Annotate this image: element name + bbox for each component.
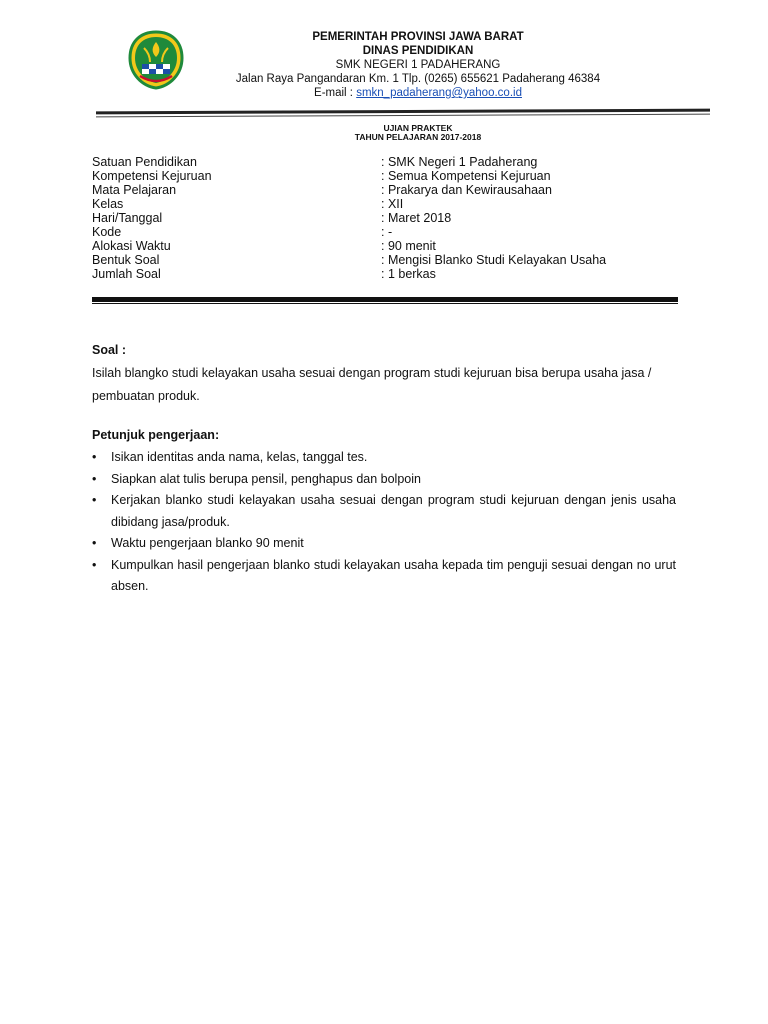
info-value: : 1 berkas — [381, 267, 436, 281]
letterhead-divider-thin — [96, 114, 710, 118]
info-divider-thick — [92, 297, 678, 302]
info-row — [92, 211, 606, 225]
info-value: : - — [381, 225, 393, 239]
letterhead — [200, 30, 636, 100]
info-label: Hari/Tanggal — [92, 211, 163, 225]
letterhead-department: DINAS PENDIDIKAN — [362, 45, 474, 57]
info-label: Kode — [92, 225, 122, 239]
info-value: : Prakarya dan Kewirausahaan — [381, 183, 552, 197]
letterhead-address: Jalan Raya Pangandaran Km. 1 Tlp. (0265) 655621 Padaherang 46384 — [235, 73, 601, 85]
list-item — [92, 469, 676, 491]
email-link[interactable]: smkn_padaherang@yahoo.co.id — [356, 87, 522, 99]
instruction-text: Siapkan alat tulis berupa pensil, penghapus dan bolpoin — [111, 471, 421, 486]
exam-year: TAHUN PELAJARAN 2017-2018 — [354, 132, 482, 142]
bullet-icon: • — [92, 471, 97, 486]
info-value: : Maret 2018 — [381, 211, 452, 225]
info-label: Alokasi Waktu — [92, 239, 171, 253]
info-row — [92, 225, 606, 239]
list-item — [92, 490, 676, 533]
info-value: : XII — [381, 197, 404, 211]
info-row — [92, 267, 606, 281]
instruction-list — [92, 447, 676, 598]
info-row — [92, 253, 606, 267]
soal-heading: Soal : — [92, 343, 127, 357]
bullet-icon: • — [92, 557, 97, 572]
bullet-icon: • — [92, 536, 97, 550]
province-emblem-logo — [128, 30, 184, 90]
info-label: Jumlah Soal — [92, 267, 161, 281]
exam-title: UJIAN PRAKTEK — [383, 123, 453, 133]
soal-text: Isilah blangko studi kelayakan usaha sesuai dengan program studi kejuruan bisa berupa usaha jasa / pembuatan produk. — [92, 366, 652, 403]
exam-title-block — [200, 124, 636, 142]
exam-info-table — [92, 155, 606, 281]
instruction-text: Isikan identitas anda nama, kelas, tanggal tes. — [111, 450, 368, 464]
list-item — [92, 447, 676, 469]
info-row — [92, 183, 606, 197]
list-item — [92, 555, 676, 598]
list-item — [92, 533, 676, 555]
info-value: : Semua Kompetensi Kejuruan — [381, 169, 551, 183]
instruction-text: Kerjakan blanko studi kelayakan usaha sesuai dengan program studi kejuruan dengan jenis usaha dibidang jasa/produk. — [111, 493, 676, 529]
bullet-icon: • — [92, 450, 97, 464]
info-value: : Mengisi Blanko Studi Kelayakan Usaha — [381, 253, 607, 267]
info-label: Kompetensi Kejuruan — [92, 169, 212, 183]
info-row — [92, 197, 606, 211]
info-label: Satuan Pendidikan — [92, 155, 197, 169]
email-label: E-mail : — [314, 87, 357, 99]
instruction-text: Waktu pengerjaan blanko 90 menit — [111, 536, 304, 550]
info-value: : SMK Negeri 1 Padaherang — [381, 155, 538, 169]
info-label: Mata Pelajaran — [92, 183, 177, 197]
info-value: : 90 menit — [381, 239, 436, 253]
info-label: Bentuk Soal — [92, 253, 160, 267]
letterhead-email-line — [200, 86, 636, 100]
info-row — [92, 155, 606, 169]
info-row — [92, 169, 606, 183]
bullet-icon: • — [92, 493, 97, 507]
info-row — [92, 239, 606, 253]
info-divider-thin — [92, 303, 678, 304]
info-label: Kelas — [92, 197, 124, 211]
letterhead-government: PEMERINTAH PROVINSI JAWA BARAT — [312, 31, 524, 43]
letterhead-school: SMK NEGERI 1 PADAHERANG — [335, 59, 501, 71]
petunjuk-heading: Petunjuk pengerjaan: — [92, 428, 220, 442]
instruction-text: Kumpulkan hasil pengerjaan blanko studi kelayakan usaha kepada tim penguji sesuai dengan no urut absen. — [111, 557, 676, 593]
